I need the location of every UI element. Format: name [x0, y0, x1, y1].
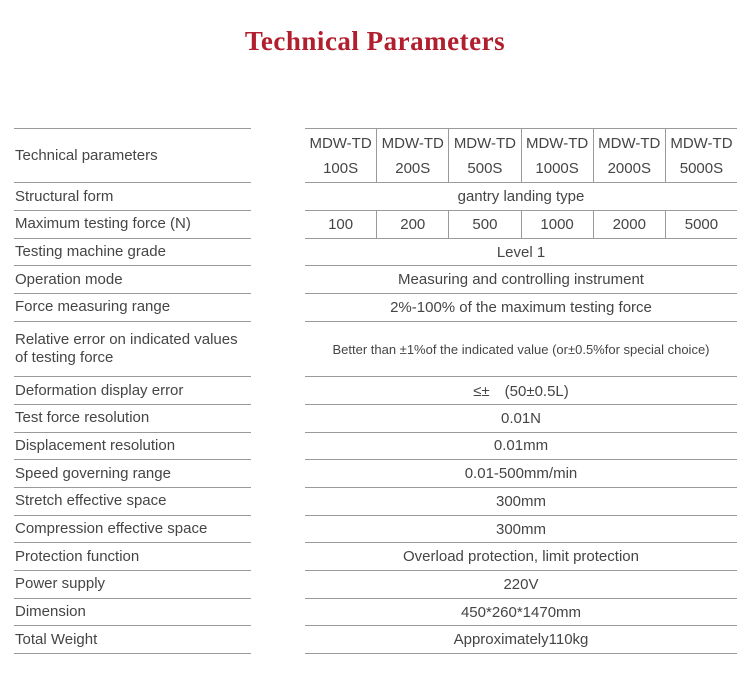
page-title: Technical Parameters	[244, 26, 506, 56]
parameter-value: 0.01N	[305, 405, 737, 433]
column-spacer	[251, 294, 305, 322]
model-size-label: 200S	[395, 159, 431, 177]
table-row	[14, 322, 737, 377]
parameter-value: 300mm	[305, 516, 737, 544]
column-spacer	[251, 571, 305, 599]
column-spacer	[251, 516, 305, 544]
model-series-name: MDW-TD	[453, 134, 517, 152]
model-size-label: 2000S	[607, 159, 651, 177]
column-spacer	[251, 266, 305, 294]
model-header-cell	[448, 128, 520, 183]
force-value-cell: 5000	[665, 211, 737, 239]
model-series-name: MDW-TD	[381, 134, 444, 152]
parameter-value: Level 1	[305, 239, 737, 267]
value-cell-wrapper	[305, 322, 737, 377]
parameter-label: Power supply	[14, 571, 251, 599]
model-size-label: 100S	[323, 159, 359, 177]
column-spacer	[251, 128, 305, 183]
parameter-value: 220V	[305, 571, 737, 599]
parameter-label: Stretch effective space	[14, 488, 251, 516]
force-value-cell: 500	[448, 211, 520, 239]
table-row	[14, 626, 737, 654]
parameter-label: Testing machine grade	[14, 239, 251, 267]
parameter-label: Structural form	[14, 183, 251, 211]
table-row	[14, 460, 737, 488]
table-row	[14, 183, 737, 211]
value-cell-wrapper	[305, 460, 737, 488]
value-cell-wrapper	[305, 543, 737, 571]
column-spacer	[251, 626, 305, 654]
model-header-cell	[593, 128, 665, 183]
table-row	[14, 433, 737, 461]
parameter-value: Approximately110kg	[305, 626, 737, 654]
value-cell-wrapper	[305, 294, 737, 322]
table-row	[14, 516, 737, 544]
parameter-label: Relative error on indicated values of testing force	[14, 322, 251, 377]
parameter-value: ≤± (50±0.5L)	[305, 377, 737, 405]
model-size-label: 1000S	[535, 159, 579, 177]
parameter-label: Displacement resolution	[14, 433, 251, 461]
model-header-cell	[305, 128, 376, 183]
value-cell-wrapper	[305, 626, 737, 654]
column-spacer	[251, 377, 305, 405]
parameter-label: Test force resolution	[14, 405, 251, 433]
parameter-value: Overload protection, limit protection	[305, 543, 737, 571]
technical-parameters-table	[14, 128, 737, 654]
parameter-value: Measuring and controlling instrument	[305, 266, 737, 294]
value-cell-wrapper	[305, 571, 737, 599]
value-cell-wrapper	[305, 377, 737, 405]
column-spacer	[251, 433, 305, 461]
value-cell-wrapper	[305, 266, 737, 294]
model-header-cells	[305, 128, 737, 183]
table-row	[14, 266, 737, 294]
column-spacer	[251, 183, 305, 211]
column-spacer	[251, 239, 305, 267]
model-series-name: MDW-TD	[525, 134, 589, 152]
model-header-cell	[665, 128, 737, 183]
table-row	[14, 543, 737, 571]
parameter-value: 0.01mm	[305, 433, 737, 461]
parameter-value: 0.01-500mm/min	[305, 460, 737, 488]
parameter-label: Protection function	[14, 543, 251, 571]
parameter-label: Dimension	[14, 599, 251, 627]
column-spacer	[251, 405, 305, 433]
parameter-label: Maximum testing force (N)	[14, 211, 251, 239]
parameter-value: 2%-100% of the maximum testing force	[305, 294, 737, 322]
column-spacer	[251, 488, 305, 516]
value-cell-wrapper	[305, 405, 737, 433]
parameter-label: Speed governing range	[14, 460, 251, 488]
model-size-label: 500S	[467, 159, 503, 177]
value-cell-wrapper	[305, 488, 737, 516]
table-row	[14, 571, 737, 599]
force-value-cell: 1000	[521, 211, 593, 239]
table-row	[14, 377, 737, 405]
table-row	[14, 211, 737, 239]
column-spacer	[251, 211, 305, 239]
parameter-label: Technical parameters	[14, 128, 251, 183]
parameter-value: gantry landing type	[305, 183, 737, 211]
model-size-label: 5000S	[679, 159, 724, 177]
column-spacer	[251, 460, 305, 488]
model-series-name: MDW-TD	[598, 134, 661, 152]
table-header-row	[14, 128, 737, 183]
parameter-value: 450*260*1470mm	[305, 599, 737, 627]
parameter-label: Deformation display error	[14, 377, 251, 405]
value-cell-wrapper	[305, 599, 737, 627]
force-value-cell: 2000	[593, 211, 665, 239]
model-header-cell	[521, 128, 593, 183]
parameter-label: Total Weight	[14, 626, 251, 654]
table-row	[14, 599, 737, 627]
column-spacer	[251, 599, 305, 627]
table-row	[14, 294, 737, 322]
value-cell-wrapper	[305, 516, 737, 544]
table-row	[14, 488, 737, 516]
column-spacer	[251, 322, 305, 377]
model-series-name: MDW-TD	[670, 134, 733, 152]
column-spacer	[251, 543, 305, 571]
parameter-value: Better than ±1%of the indicated value (or±0.5%for special choice)	[305, 322, 737, 377]
parameter-label: Force measuring range	[14, 294, 251, 322]
value-cell-wrapper	[305, 183, 737, 211]
parameter-label: Compression effective space	[14, 516, 251, 544]
model-header-cell	[376, 128, 448, 183]
value-cell-wrapper	[305, 239, 737, 267]
force-value-cells	[305, 211, 737, 239]
parameter-value: 300mm	[305, 488, 737, 516]
force-value-cell: 100	[305, 211, 376, 239]
value-cell-wrapper	[305, 433, 737, 461]
model-series-name: MDW-TD	[309, 134, 372, 152]
table-row	[14, 239, 737, 267]
parameter-label: Operation mode	[14, 266, 251, 294]
force-value-cell: 200	[376, 211, 448, 239]
table-row	[14, 405, 737, 433]
